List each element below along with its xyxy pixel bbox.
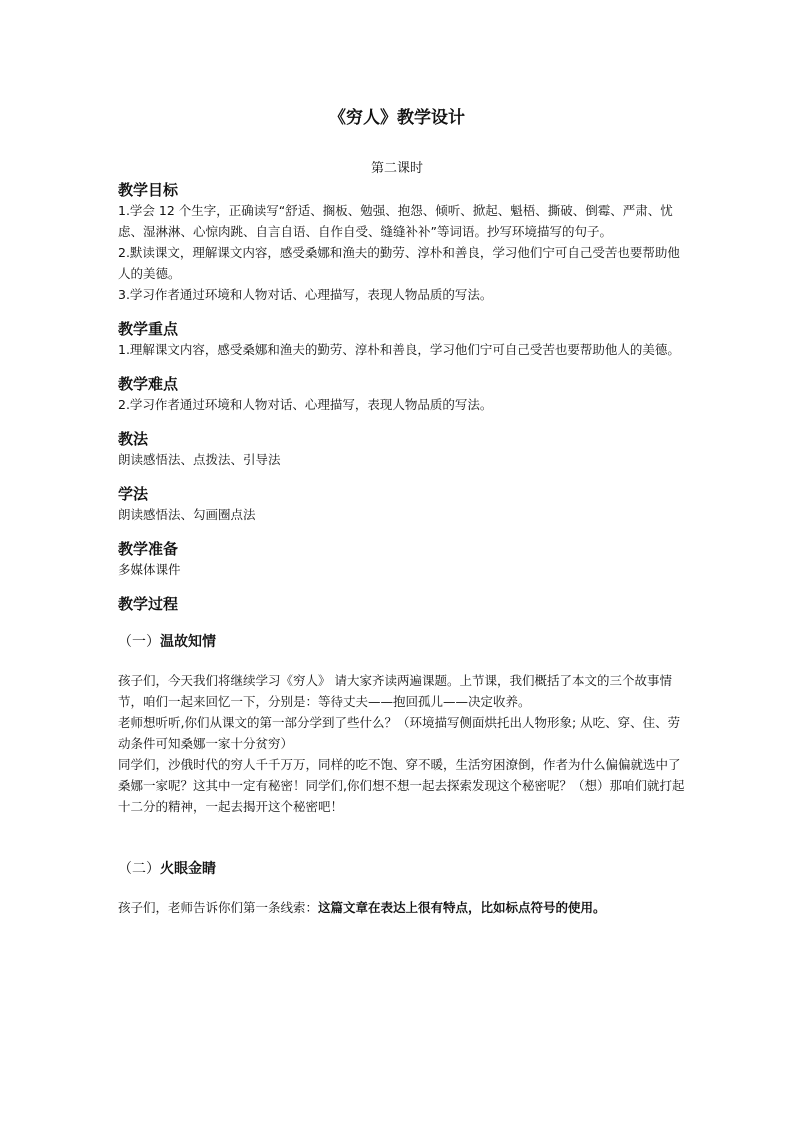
part2-title: 火眼金睛 (160, 861, 216, 877)
heading-preparation: 教学准备 (118, 540, 179, 558)
subheading-part2 (118, 859, 688, 879)
difficulties-text: 2.学习作者通过环境和人物对话、心理描写，表现人物品质的写法。 (118, 397, 493, 412)
part1-title: 温故知情 (160, 634, 216, 650)
part2-clue: 这篇文章在表达上很有特点，比如标点符号的使用。 (318, 900, 606, 915)
goal-item-3: 3.学习作者通过环境和人物对话、心理描写，表现人物品质的写法。 (118, 287, 493, 302)
lesson-period: 第二课时 (370, 161, 423, 176)
goal-item-2: 2.默读课文，理解课文内容，感受桑娜和渔夫的勤劳、淳朴和善良，学习他们宁可自己受苦也要帮助他人的美德。 (118, 245, 680, 281)
part2-number: （二） (118, 861, 160, 877)
document-title: 《穷人》教学设计 (329, 108, 465, 128)
part1-number: （一） (118, 634, 160, 650)
part2-intro: 孩子们，老师告诉你们第一条线索： (118, 900, 319, 915)
preparation-text: 多媒体课件 (118, 562, 181, 577)
document-body (118, 180, 688, 918)
heading-key-points: 教学重点 (118, 320, 179, 338)
part1-paragraph-3: 同学们，沙俄时代的穷人千千万万，同样的吃不饱、穿不暖，生活穷困潦倒，作者为什么偏偏就选中了桑娜一家呢？这其中一定有秘密！同学们,你们想不想一起去探索发现这个秘密呢？（想）那咱们就打起十二分的精神，一起去揭开这个秘密吧！ (118, 757, 685, 814)
part1-paragraph-2: 老师想听听,你们从课文的第一部分学到了些什么？（环境描写侧面烘托出人物形象; 从吃、穿、住、劳动条件可知桑娜一家十分贫穷） (118, 715, 681, 751)
goal-item-1: 1.学会 12 个生字，正确读写“舒适、搁板、勉强、抱怨、倾听、掀起、魁梧、撕破、倒霉、严肃、忧虑、湿淋淋、心惊肉跳、自言自语、自作自受、缝缝补补”等词语。抄写环境描写的句子。 (118, 203, 673, 239)
subheading-part1 (118, 632, 688, 652)
part2-paragraph (118, 897, 688, 918)
key-points-text: 1.理解课文内容，感受桑娜和渔夫的勤劳、淳朴和善良，学习他们宁可自己受苦也要帮助他人的美德。 (118, 342, 680, 357)
heading-difficulties: 教学难点 (118, 375, 179, 393)
learning-method-text: 朗读感悟法、勾画圈点法 (118, 507, 256, 522)
part1-paragraph-1: 孩子们，今天我们将继续学习《穷人》 请大家齐读两遍课题。上节课，我们概括了本文的三个故事情节，咱们一起来回忆一下，分别是：等待丈夫——抱回孤儿——决定收养。 (118, 673, 672, 709)
heading-teaching-method: 教法 (118, 430, 149, 448)
teaching-method-text: 朗读感悟法、点拨法、引导法 (118, 452, 281, 467)
heading-learning-method: 学法 (118, 485, 149, 503)
heading-process: 教学过程 (118, 595, 179, 613)
heading-goals: 教学目标 (118, 181, 179, 199)
